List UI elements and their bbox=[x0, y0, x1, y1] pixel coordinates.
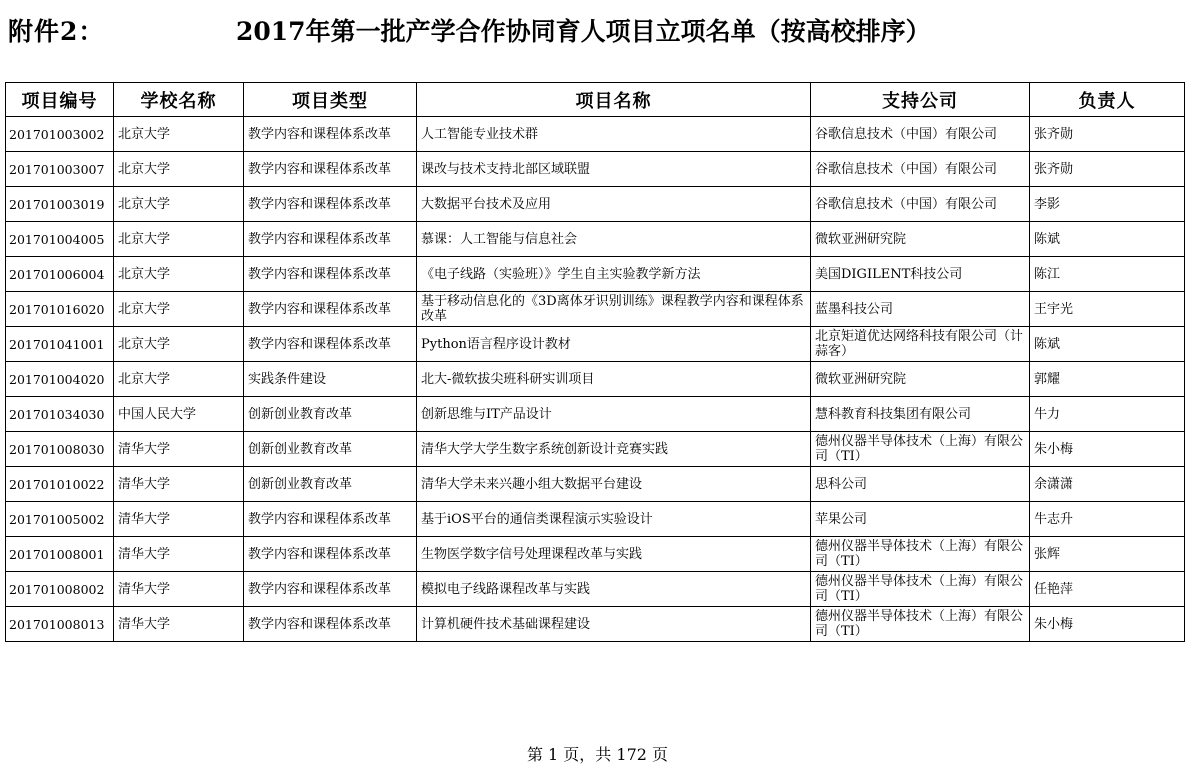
table-row bbox=[6, 327, 1185, 362]
person-cell: 牛志升 bbox=[1030, 502, 1185, 537]
school-name-cell: 北京大学 bbox=[114, 327, 244, 362]
header-supporting-company: 支持公司 bbox=[811, 83, 1030, 117]
project-name-cell: 课改与技术支持北部区域联盟 bbox=[417, 152, 811, 187]
table-row bbox=[6, 537, 1185, 572]
project-code-cell: 201701016020 bbox=[6, 292, 114, 327]
company-cell: 苹果公司 bbox=[811, 502, 1030, 537]
person-cell: 郭耀 bbox=[1030, 362, 1185, 397]
table-row bbox=[6, 467, 1185, 502]
project-type-cell: 教学内容和课程体系改革 bbox=[244, 607, 417, 642]
company-cell: 蓝墨科技公司 bbox=[811, 292, 1030, 327]
project-name-cell: 创新思维与IT产品设计 bbox=[417, 397, 811, 432]
project-code-cell: 201701008030 bbox=[6, 432, 114, 467]
school-name-cell: 清华大学 bbox=[114, 502, 244, 537]
project-type-cell: 教学内容和课程体系改革 bbox=[244, 292, 417, 327]
person-cell: 张辉 bbox=[1030, 537, 1185, 572]
project-type-cell: 教学内容和课程体系改革 bbox=[244, 257, 417, 292]
header-project-name: 项目名称 bbox=[417, 83, 811, 117]
header-person-in-charge: 负责人 bbox=[1030, 83, 1185, 117]
person-cell: 陈江 bbox=[1030, 257, 1185, 292]
table-row bbox=[6, 222, 1185, 257]
person-cell: 李影 bbox=[1030, 187, 1185, 222]
project-name-cell: 生物医学数字信号处理课程改革与实践 bbox=[417, 537, 811, 572]
project-name-cell: 清华大学大学生数字系统创新设计竞赛实践 bbox=[417, 432, 811, 467]
project-code-cell: 201701003002 bbox=[6, 117, 114, 152]
project-code-cell: 201701003007 bbox=[6, 152, 114, 187]
school-name-cell: 北京大学 bbox=[114, 292, 244, 327]
school-name-cell: 清华大学 bbox=[114, 607, 244, 642]
company-cell: 微软亚洲研究院 bbox=[811, 362, 1030, 397]
school-name-cell: 中国人民大学 bbox=[114, 397, 244, 432]
person-cell: 朱小梅 bbox=[1030, 432, 1185, 467]
header-project-code: 项目编号 bbox=[6, 83, 114, 117]
table-row bbox=[6, 292, 1185, 327]
person-cell: 王宇光 bbox=[1030, 292, 1185, 327]
project-name-cell: Python语言程序设计教材 bbox=[417, 327, 811, 362]
school-name-cell: 清华大学 bbox=[114, 432, 244, 467]
school-name-cell: 北京大学 bbox=[114, 222, 244, 257]
company-cell: 北京矩道优达网络科技有限公司（计蒜客） bbox=[811, 327, 1030, 362]
project-name-cell: 基于移动信息化的《3D离体牙识别训练》课程教学内容和课程体系改革 bbox=[417, 292, 811, 327]
school-name-cell: 北京大学 bbox=[114, 187, 244, 222]
school-name-cell: 北京大学 bbox=[114, 117, 244, 152]
project-code-cell: 201701008013 bbox=[6, 607, 114, 642]
company-cell: 慧科教育科技集团有限公司 bbox=[811, 397, 1030, 432]
project-code-cell: 201701041001 bbox=[6, 327, 114, 362]
company-cell: 谷歌信息技术（中国）有限公司 bbox=[811, 117, 1030, 152]
project-name-cell: 模拟电子线路课程改革与实践 bbox=[417, 572, 811, 607]
project-code-cell: 201701034030 bbox=[6, 397, 114, 432]
person-cell: 牛力 bbox=[1030, 397, 1185, 432]
table-row bbox=[6, 257, 1185, 292]
project-code-cell: 201701005002 bbox=[6, 502, 114, 537]
company-cell: 德州仪器半导体技术（上海）有限公司（TI） bbox=[811, 432, 1030, 467]
project-name-cell: 《电子线路（实验班）》学生自主实验教学新方法 bbox=[417, 257, 811, 292]
project-name-cell: 计算机硬件技术基础课程建设 bbox=[417, 607, 811, 642]
project-code-cell: 201701008001 bbox=[6, 537, 114, 572]
table-row bbox=[6, 502, 1185, 537]
project-name-cell: 清华大学未来兴趣小组大数据平台建设 bbox=[417, 467, 811, 502]
project-type-cell: 教学内容和课程体系改革 bbox=[244, 537, 417, 572]
person-cell: 陈斌 bbox=[1030, 327, 1185, 362]
table-row bbox=[6, 607, 1185, 642]
person-cell: 任艳萍 bbox=[1030, 572, 1185, 607]
school-name-cell: 清华大学 bbox=[114, 537, 244, 572]
school-name-cell: 北京大学 bbox=[114, 257, 244, 292]
table-row bbox=[6, 152, 1185, 187]
school-name-cell: 北京大学 bbox=[114, 152, 244, 187]
header-project-type: 项目类型 bbox=[244, 83, 417, 117]
school-name-cell: 清华大学 bbox=[114, 467, 244, 502]
attachment-label: 附件2： bbox=[8, 17, 105, 46]
project-code-cell: 201701004005 bbox=[6, 222, 114, 257]
company-cell: 德州仪器半导体技术（上海）有限公司（TI） bbox=[811, 537, 1030, 572]
project-name-cell: 基于iOS平台的通信类课程演示实验设计 bbox=[417, 502, 811, 537]
project-type-cell: 教学内容和课程体系改革 bbox=[244, 327, 417, 362]
company-cell: 微软亚洲研究院 bbox=[811, 222, 1030, 257]
company-cell: 谷歌信息技术（中国）有限公司 bbox=[811, 152, 1030, 187]
school-name-cell: 北京大学 bbox=[114, 362, 244, 397]
project-code-cell: 201701010022 bbox=[6, 467, 114, 502]
person-cell: 朱小梅 bbox=[1030, 607, 1185, 642]
project-name-cell: 人工智能专业技术群 bbox=[417, 117, 811, 152]
project-table bbox=[5, 82, 1185, 642]
project-type-cell: 实践条件建设 bbox=[244, 362, 417, 397]
header-school-name: 学校名称 bbox=[114, 83, 244, 117]
document-title: 2017年第一批产学合作协同育人项目立项名单（按高校排序） bbox=[236, 17, 931, 46]
page-number-footer: 第 1 页，共 172 页 bbox=[526, 745, 669, 764]
company-cell: 思科公司 bbox=[811, 467, 1030, 502]
table-row bbox=[6, 432, 1185, 467]
project-code-cell: 201701008002 bbox=[6, 572, 114, 607]
table-row bbox=[6, 397, 1185, 432]
project-type-cell: 教学内容和课程体系改革 bbox=[244, 152, 417, 187]
project-name-cell: 北大-微软拔尖班科研实训项目 bbox=[417, 362, 811, 397]
project-type-cell: 教学内容和课程体系改革 bbox=[244, 222, 417, 257]
company-cell: 谷歌信息技术（中国）有限公司 bbox=[811, 187, 1030, 222]
project-name-cell: 慕课：人工智能与信息社会 bbox=[417, 222, 811, 257]
project-code-cell: 201701003019 bbox=[6, 187, 114, 222]
table-header-row bbox=[6, 83, 1185, 117]
table-row bbox=[6, 117, 1185, 152]
person-cell: 张齐勋 bbox=[1030, 152, 1185, 187]
table-row bbox=[6, 572, 1185, 607]
person-cell: 余潇潇 bbox=[1030, 467, 1185, 502]
project-type-cell: 教学内容和课程体系改革 bbox=[244, 572, 417, 607]
project-type-cell: 创新创业教育改革 bbox=[244, 467, 417, 502]
company-cell: 美国DIGILENT科技公司 bbox=[811, 257, 1030, 292]
company-cell: 德州仪器半导体技术（上海）有限公司（TI） bbox=[811, 607, 1030, 642]
table-row bbox=[6, 187, 1185, 222]
project-name-cell: 大数据平台技术及应用 bbox=[417, 187, 811, 222]
project-type-cell: 创新创业教育改革 bbox=[244, 397, 417, 432]
project-code-cell: 201701004020 bbox=[6, 362, 114, 397]
person-cell: 陈斌 bbox=[1030, 222, 1185, 257]
project-type-cell: 教学内容和课程体系改革 bbox=[244, 502, 417, 537]
project-code-cell: 201701006004 bbox=[6, 257, 114, 292]
person-cell: 张齐勋 bbox=[1030, 117, 1185, 152]
company-cell: 德州仪器半导体技术（上海）有限公司（TI） bbox=[811, 572, 1030, 607]
table-row bbox=[6, 362, 1185, 397]
project-type-cell: 教学内容和课程体系改革 bbox=[244, 117, 417, 152]
school-name-cell: 清华大学 bbox=[114, 572, 244, 607]
project-type-cell: 教学内容和课程体系改革 bbox=[244, 187, 417, 222]
project-type-cell: 创新创业教育改革 bbox=[244, 432, 417, 467]
